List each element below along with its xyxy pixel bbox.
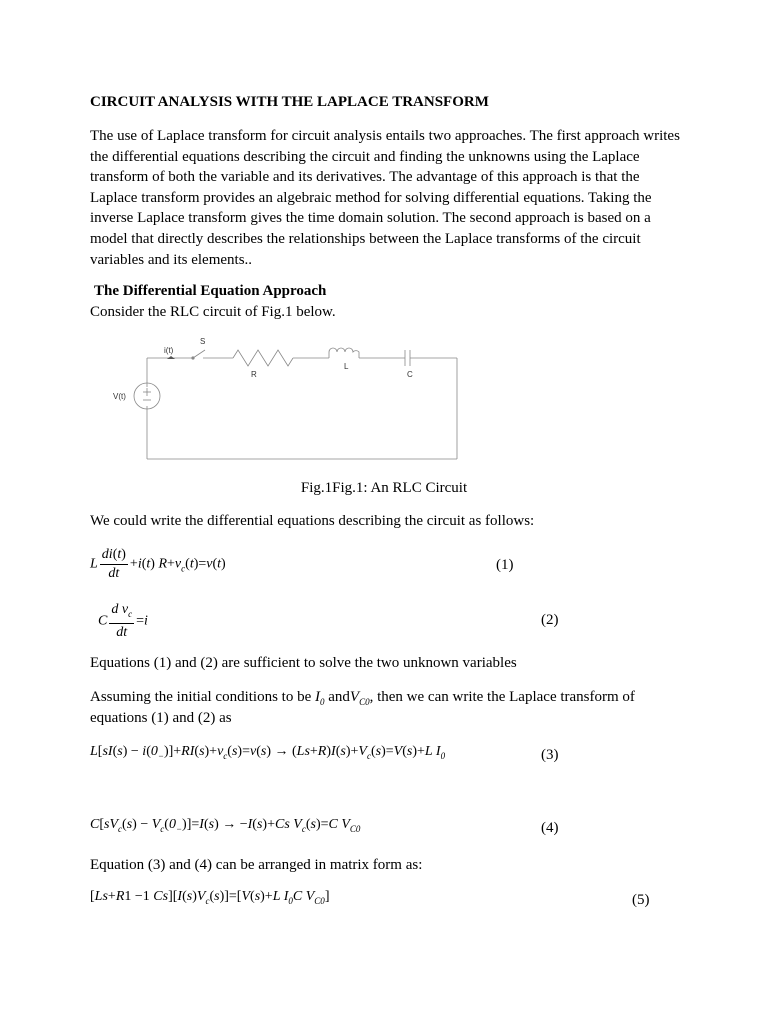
equation-4: $C[sV_c(s) - V_c(0_-)]=I(s) \to -I(s)+Cs$ $V_c(s)=C$ $V_{C0}$ [90,817,361,834]
equation-number-1: (1) [496,557,514,573]
capacitor-label: C [407,370,413,379]
inductor-label: L [344,362,349,371]
equation-number-3: (3) [541,747,559,763]
assuming-part-a: Assuming the initial conditions to be [90,689,315,705]
current-arrow-icon [167,356,175,359]
current-label: i(t) [164,346,174,355]
assuming-and: and [328,689,350,705]
equation-2: C $\frac{d v_c}{dt}$ =i [98,602,148,640]
intro-paragraph: The use of Laplace transform for circuit analysis entails two approaches. The first approach writes the differential equations describing the circuit and finding the unknowns using the Laplace transform of both the variable and its derivatives. The advantage of this approach is that the Laplace transform provides an algebraic method for solving differential equations. Taking the inverse Laplace transform gives the time domain solution. The second approach is based on a model that directly describes the relationships between the Laplace transforms of the circuit variables and its elements.. [90,128,680,268]
assuming-text: Assuming the initial conditions to be $I_0$ andV$_{C0}$, then we can write the Laplace transform of [90,689,635,707]
write-diff-text: We could write the differential equations describing the circuit as follows: [90,513,535,529]
equation-number-2: (2) [541,612,559,628]
equation-number-4: (4) [541,820,559,836]
section-heading: The Differential Equation Approach [94,283,327,299]
figure-caption: Fig.1Fig.1: An RLC Circuit [300,480,468,496]
matrix-intro-text: Equation (3) and (4) can be arranged in matrix form as: [90,857,423,873]
rlc-circuit-diagram [105,332,465,467]
resistor-label: R [251,370,257,379]
equation-number-5: (5) [632,892,650,908]
sufficient-text: Equations (1) and (2) are sufficient to solve the two unknown variables [90,655,517,671]
equation-3: $L[sI(s) - i(0_-)]+RI(s)+v_c(s)=v(s) \to (Ls+R)I(s)+V_c(s)=V(s)+L$ $I_0$ [90,744,446,761]
equation-5: [Ls+R1 −1 $Cs][I(s)V_c(s)]=[V(s)+L$ $I_0C$ $V_{C0}$] [90,889,330,906]
source-label: V(t) [113,392,126,401]
assuming-text-line2: equations (1) and (2) as [90,710,232,726]
assuming-part-b: , then we can write the Laplace transform of [369,689,635,705]
consider-text: Consider the RLC circuit of Fig.1 below. [90,304,336,320]
switch-label: S [200,337,206,346]
equation-1: L $\frac{di(t)}{dt}$ +i(t) $R+v_c(t)=v(t)$ [90,547,226,581]
document-title: CIRCUIT ANALYSIS WITH THE LAPLACE TRANSFORM [90,94,489,110]
